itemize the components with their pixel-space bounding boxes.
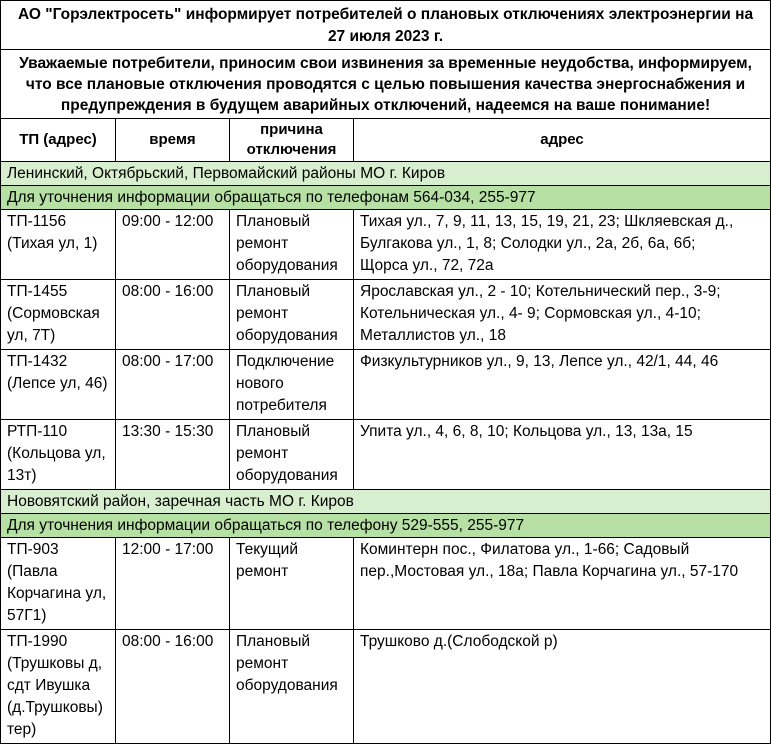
reason-line: ремонт xyxy=(236,305,289,322)
address-line: Щорса ул., 72, 72а xyxy=(360,257,494,274)
title-line-2: 27 июля 2023 г. xyxy=(327,28,444,45)
tp-line: (Кольцова ул, xyxy=(7,445,106,462)
address-line: Котельническая ул., 4- 9; Сормовская ул., 4-10; xyxy=(360,305,701,322)
address-line: Коминтерн пос., Филатова ул., 1-66; Садовый xyxy=(360,541,690,558)
reason-line: ремонт xyxy=(236,445,289,462)
time-cell: 09:00 - 12:00 xyxy=(116,210,230,280)
time-cell: 08:00 - 16:00 xyxy=(116,280,230,350)
address-line: Булгакова ул., 1, 8; Солодки ул., 2а, 2б, 6а, 6б; xyxy=(360,235,696,252)
tp-cell xyxy=(1,210,116,280)
header-tp: ТП (адрес) xyxy=(1,119,116,162)
address-line: Металлистов ул., 18 xyxy=(360,327,506,344)
reason-line: потребителя xyxy=(236,397,327,414)
header-reason xyxy=(230,119,354,162)
district-label: Ленинский, Октябрьский, Первомайский районы МО г. Киров xyxy=(1,162,771,186)
tp-line: (Павла xyxy=(7,563,58,580)
reason-line: Текущий xyxy=(236,541,298,558)
reason-cell xyxy=(230,210,354,280)
reason-line: оборудования xyxy=(236,467,338,484)
tp-line: 13т) xyxy=(7,467,37,484)
reason-line: оборудования xyxy=(236,677,338,694)
contact-phone: Для уточнения информации обращаться по телефонам 564-034, 255-977 xyxy=(1,186,771,210)
reason-line: ремонт xyxy=(236,655,289,672)
notice-line-3: предупреждения в будущем аварийных отключений, надеемся на ваше понимание! xyxy=(60,97,711,114)
reason-line: Плановый xyxy=(236,423,311,440)
tp-cell xyxy=(1,350,116,420)
tp-line: (Сормовская xyxy=(7,305,100,322)
tp-cell xyxy=(1,538,116,630)
tp-line: (Тихая ул, 1) xyxy=(7,235,98,252)
address-line: пер.,Мостовая ул., 18а; Павла Корчагина ул., 57-170 xyxy=(360,563,739,580)
notice-line-1: Уважаемые потребители, приносим свои извинения за временные неудобства, информируем, xyxy=(19,55,752,72)
address-cell xyxy=(354,350,771,420)
tp-line: Корчагина ул, xyxy=(7,585,107,602)
reason-line: нового xyxy=(236,375,284,392)
tp-line: ТП-1156 xyxy=(7,213,67,230)
address-line: Трушково д.(Слободской р) xyxy=(360,633,558,650)
tp-line: ТП-1455 xyxy=(7,283,68,300)
reason-line: оборудования xyxy=(236,327,338,344)
reason-line: ремонт xyxy=(236,235,289,252)
apology-notice xyxy=(1,50,771,119)
title-line-1: АО "Горэлектросеть" информирует потребителей о плановых отключениях электроэнергии на xyxy=(17,6,754,23)
contact-phone: Для уточнения информации обращаться по телефону 529-555, 255-977 xyxy=(1,514,771,538)
tp-line: (Лепсе ул, 46) xyxy=(7,375,108,392)
tp-cell xyxy=(1,420,116,490)
reason-cell xyxy=(230,630,354,744)
table-row xyxy=(1,350,771,420)
tp-line: ул, 7Т) xyxy=(7,327,56,344)
tp-line: ТП-1990 xyxy=(7,633,68,650)
reason-line: Подключение xyxy=(236,353,335,370)
tp-line: ТП-903 xyxy=(7,541,59,558)
tp-line: 57Г1) xyxy=(7,607,47,624)
table-row xyxy=(1,420,771,490)
tp-line: сдт Ивушка xyxy=(7,677,91,694)
table-row xyxy=(1,280,771,350)
reason-line: Плановый xyxy=(236,283,311,300)
tp-line: (Трушковы д, xyxy=(7,655,102,672)
reason-line: ремонт xyxy=(236,563,289,580)
district-label: Нововятский район, заречная часть МО г. Киров xyxy=(1,490,771,514)
header-time: время xyxy=(116,119,230,162)
notice-line-2: что все плановые отключения проводятся с целью повышения качества энергоснабжения и xyxy=(25,76,746,93)
time-cell: 08:00 - 17:00 xyxy=(116,350,230,420)
tp-line: ТП-1432 xyxy=(7,353,68,370)
table-row xyxy=(1,630,771,744)
time-cell: 13:30 - 15:30 xyxy=(116,420,230,490)
address-line: Физкультурников ул., 9, 13, Лепсе ул., 42/1, 44, 46 xyxy=(360,353,719,370)
reason-cell xyxy=(230,538,354,630)
tp-cell xyxy=(1,630,116,744)
table-row xyxy=(1,538,771,630)
reason-cell xyxy=(230,420,354,490)
header-address: адрес xyxy=(354,119,771,162)
tp-cell xyxy=(1,280,116,350)
tp-line: тер) xyxy=(7,721,37,738)
reason-cell xyxy=(230,280,354,350)
table-row xyxy=(1,210,771,280)
address-cell xyxy=(354,420,771,490)
address-line: Тихая ул., 7, 9, 11, 13, 15, 19, 21, 23; Шкляевская д., xyxy=(360,213,734,230)
reason-cell xyxy=(230,350,354,420)
tp-line: (д.Трушковы) xyxy=(7,699,103,716)
address-line: Ярославская ул., 2 - 10; Котельнический пер., 3-9; xyxy=(360,283,721,300)
time-cell: 12:00 - 17:00 xyxy=(116,538,230,630)
tp-line: РТП-110 xyxy=(7,423,68,440)
reason-line: Плановый xyxy=(236,213,311,230)
address-cell xyxy=(354,210,771,280)
document-title xyxy=(1,1,771,50)
address-line: Упита ул., 4, 6, 8, 10; Кольцова ул., 13, 13а, 15 xyxy=(360,423,693,440)
reason-line: Плановый xyxy=(236,633,311,650)
address-cell xyxy=(354,538,771,630)
time-cell: 08:00 - 16:00 xyxy=(116,630,230,744)
address-cell xyxy=(354,280,771,350)
header-reason-line-1: причина xyxy=(260,121,323,138)
reason-line: оборудования xyxy=(236,257,338,274)
address-cell xyxy=(354,630,771,744)
header-reason-line-2: отключения xyxy=(246,141,337,158)
